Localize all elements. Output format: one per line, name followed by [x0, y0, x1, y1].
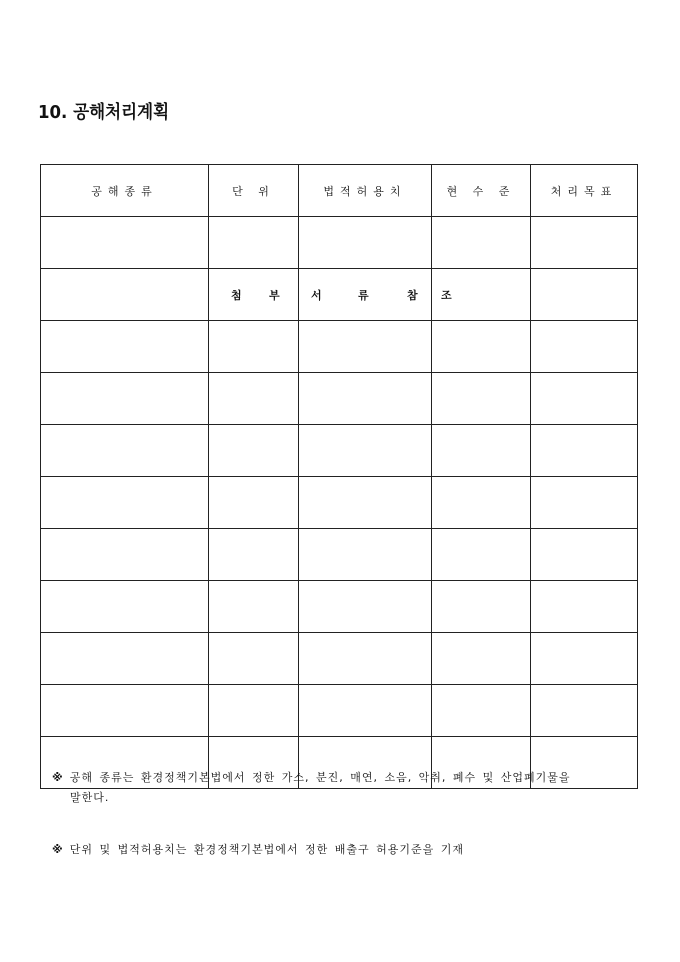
table-cell	[432, 373, 531, 425]
table-row	[41, 373, 638, 425]
table-cell	[209, 529, 299, 581]
table-cell	[531, 217, 638, 269]
note-unit-limits	[52, 840, 464, 860]
table-cell	[432, 269, 531, 321]
table-cell	[209, 477, 299, 529]
header-legal-limit: 법적허용치	[299, 165, 432, 217]
table-cell	[432, 217, 531, 269]
note-pollution-types	[52, 768, 571, 808]
reference-mark-icon: ※	[52, 843, 64, 856]
table-cell	[209, 373, 299, 425]
table-row	[41, 685, 638, 737]
table-cell	[41, 321, 209, 373]
note-text-continued: 말한다.	[70, 791, 110, 804]
attach-char-3: 서	[311, 288, 322, 302]
table-cell	[299, 269, 432, 321]
table-cell	[41, 425, 209, 477]
table-cell	[531, 685, 638, 737]
table-cell	[531, 633, 638, 685]
table-cell	[299, 529, 432, 581]
page-title: 10. 공해처리계획	[38, 102, 170, 123]
table-cell	[41, 685, 209, 737]
note-text: 단위 및 법적허용치는 환경정책기본법에서 정한 배출구 허용기준을 기재	[69, 843, 464, 856]
table-cell	[531, 529, 638, 581]
header-current-level: 현 수 준	[432, 165, 531, 217]
table-cell	[432, 477, 531, 529]
table-row-attachment	[41, 269, 638, 321]
table-row	[41, 217, 638, 269]
table-cell	[531, 269, 638, 321]
table-cell	[209, 269, 299, 321]
table-cell	[531, 477, 638, 529]
table-cell	[432, 321, 531, 373]
table-cell	[41, 581, 209, 633]
table-row	[41, 477, 638, 529]
table-row	[41, 425, 638, 477]
table-header-row	[41, 165, 638, 217]
table-cell	[531, 581, 638, 633]
table-cell	[299, 581, 432, 633]
table-cell	[531, 373, 638, 425]
table-cell	[209, 581, 299, 633]
attach-char-5: 참	[407, 288, 418, 302]
table-cell	[41, 529, 209, 581]
table-cell	[432, 633, 531, 685]
table-cell	[531, 321, 638, 373]
table-cell	[299, 217, 432, 269]
header-target: 처리목표	[531, 165, 638, 217]
attach-char-1: 첨	[231, 288, 242, 302]
table-cell	[432, 581, 531, 633]
table-row	[41, 633, 638, 685]
attach-char-6: 조	[441, 288, 452, 302]
table-cell	[299, 477, 432, 529]
table-cell	[299, 321, 432, 373]
table-cell	[299, 373, 432, 425]
table-cell	[41, 217, 209, 269]
attach-char-2: 부	[269, 288, 280, 302]
table-cell	[432, 685, 531, 737]
table-row	[41, 529, 638, 581]
table-cell	[299, 633, 432, 685]
table-cell	[41, 373, 209, 425]
table-cell	[432, 425, 531, 477]
table-cell	[41, 477, 209, 529]
table-cell	[209, 685, 299, 737]
table-cell	[209, 217, 299, 269]
table-cell	[209, 633, 299, 685]
pollution-plan-table	[40, 164, 638, 789]
reference-mark-icon: ※	[52, 771, 64, 784]
table-cell	[432, 529, 531, 581]
attach-char-4: 류	[358, 288, 369, 302]
note-text: 공해 종류는 환경정책기본법에서 정한 가스, 분진, 매연, 소음, 악취, 폐수 및 산업폐기물을	[69, 771, 571, 784]
table-row	[41, 581, 638, 633]
table-row	[41, 321, 638, 373]
header-pollution-type: 공해종류	[41, 165, 209, 217]
header-unit: 단 위	[209, 165, 299, 217]
table-cell	[299, 685, 432, 737]
table-cell	[299, 425, 432, 477]
table-cell	[209, 321, 299, 373]
table-cell	[531, 425, 638, 477]
table-cell	[209, 425, 299, 477]
table-cell	[41, 269, 209, 321]
table-cell	[41, 633, 209, 685]
